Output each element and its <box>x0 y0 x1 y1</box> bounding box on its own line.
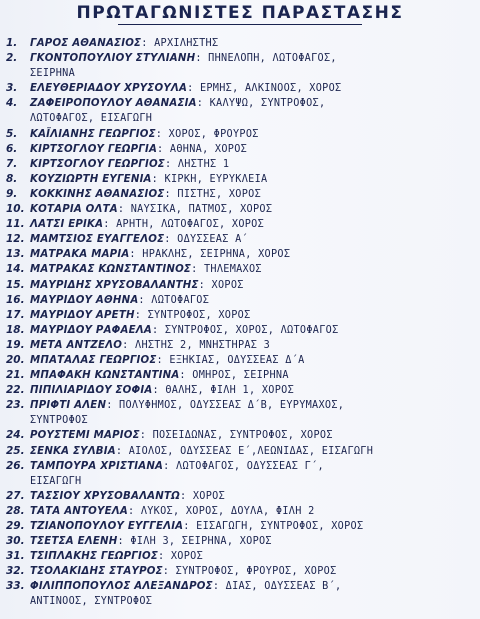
entry-line <box>30 504 315 519</box>
cast-entry <box>0 398 480 428</box>
actor-name: ΤΣΕΤΣΑ ΕΛΕΝΗ <box>30 536 118 548</box>
entry-number: 6. <box>6 142 18 155</box>
entry-number: 12. <box>6 233 25 246</box>
actor-roles: : ΠΟΛΥΦΗΜΟΣ, ΟΔΥΣΣΕΑΣ Δ΄Β, ΕΥΡΥΜΑΧΟΣ, <box>106 400 345 412</box>
entry-line <box>30 217 264 232</box>
actor-roles: : ΑΡΗΤΗ, ΛΩΤΟΦΑΓΟΣ, ΧΟΡΟΣ <box>103 219 265 231</box>
entry-number: 15. <box>6 278 25 291</box>
entry-number: 3. <box>6 82 18 95</box>
actor-name: ΜΑΤΡΑΚΑ ΜΑΡΙΑ <box>30 249 130 261</box>
cast-entry <box>0 534 480 549</box>
cast-entry <box>0 444 480 459</box>
actor-roles-continued: ΣΥΝΤΡΟΦΟΣ <box>30 415 88 427</box>
entry-number: 18. <box>6 323 25 336</box>
cast-entry <box>0 323 480 338</box>
entry-number: 5. <box>6 127 18 140</box>
actor-name: ΠΙΠΙΛΙΑΡΙΔΟΥ ΣΟΦΙΑ <box>30 385 153 397</box>
entry-line <box>30 444 373 459</box>
actor-name: ΕΛΕΥΘΕΡΙΑΔΟΥ ΧΡΥΣΟΥΛΑ <box>30 83 188 95</box>
actor-roles: : ΛΗΣΤΗΣ 1 <box>164 158 230 170</box>
entry-number: 17. <box>6 308 25 321</box>
cast-entry <box>0 459 480 489</box>
entry-line <box>30 127 259 142</box>
entry-line <box>30 96 325 111</box>
actor-name: ΤΣΙΠΛΑΚΗΣ ΓΕΩΡΓΙΟΣ <box>30 551 158 563</box>
entry-line <box>30 172 267 187</box>
actor-roles: : ΕΡΜΗΣ, ΑΛΚΙΝΟΟΣ, ΧΟΡΟΣ <box>187 83 342 95</box>
entry-line <box>30 51 337 66</box>
actor-roles: : ΑΘΗΝΑ, ΧΟΡΟΣ <box>157 143 248 155</box>
entry-line <box>30 489 225 504</box>
entry-line <box>30 202 272 217</box>
actor-name: ΜΠΑΤΑΛΑΣ ΓΕΩΡΓΙΟΣ <box>30 354 157 366</box>
actor-roles: : ΝΑΥΣΙΚΑ, ΠΑΤΜΟΣ, ΧΟΡΟΣ <box>117 204 273 216</box>
entry-line <box>30 459 324 474</box>
actor-roles: : ΤΗΛΕΜΑΧΟΣ <box>191 264 262 276</box>
actor-name: ΛΑΤΣΙ ΕΡΙΚΑ <box>30 219 104 231</box>
entry-line <box>30 247 290 262</box>
cast-entry <box>0 187 480 202</box>
entry-line <box>30 262 262 277</box>
entry-number: 21. <box>6 369 25 382</box>
entry-line <box>30 323 339 338</box>
entry-number: 26. <box>6 459 25 472</box>
actor-name: ΜΠΑΦΑΚΗ ΚΩΝΣΤΑΝΤΙΝΑ <box>30 370 180 382</box>
entry-line <box>30 338 270 353</box>
actor-roles: : ΕΙΣΑΓΩΓΗ, ΣΥΝΤΡΟΦΟΣ, ΧΟΡΟΣ <box>183 521 364 532</box>
cast-entry <box>0 519 480 534</box>
cast-entry <box>0 172 480 187</box>
cast-list <box>0 36 480 610</box>
entry-number: 33. <box>6 580 25 593</box>
actor-roles: : ΘΑΛΗΣ, ΦΙΛΗ 1, ΧΟΡΟΣ <box>152 385 295 397</box>
actor-roles-continued: ΑΝΤΙΝΟΟΣ, ΣΥΝΤΡΟΦΟΣ <box>30 596 153 608</box>
entry-number: 7. <box>6 157 18 170</box>
actor-name: ΖΑΦΕΙΡΟΠΟΥΛΟΥ ΑΘΑΝΑΣΙΑ <box>30 98 197 110</box>
actor-name: ΤΣΟΛΑΚΙΔΗΣ ΣΤΑΥΡΟΣ <box>30 566 163 578</box>
entry-line <box>30 278 244 293</box>
actor-roles: : ΣΥΝΤΡΟΦΟΣ, ΧΟΡΟΣ <box>134 309 251 321</box>
actor-roles: : ΠΟΣΕΙΔΩΝΑΣ, ΣΥΝΤΡΟΦΟΣ, ΧΟΡΟΣ <box>139 430 333 442</box>
cast-entry <box>0 308 480 323</box>
entry-line <box>30 368 289 383</box>
actor-roles: : ΠΗΝΕΛΟΠΗ, ΛΩΤΟΦΑΓΟΣ, <box>195 53 337 65</box>
entry-number: 24. <box>6 429 25 442</box>
actor-name: ΤΑΤΑ ΑΝΤΟΥΕΛΑ <box>30 505 128 517</box>
entry-number: 4. <box>6 97 18 110</box>
cast-entry <box>0 36 480 51</box>
entry-line <box>30 157 229 172</box>
actor-name: ΚΙΡΤΣΟΓΛΟΥ ΓΕΩΡΓΙΑ <box>30 143 158 155</box>
actor-name: ΜΑΥΡΙΔΟΥ ΑΘΗΝΑ <box>30 294 139 306</box>
actor-roles: : ΟΜΗΡΟΣ, ΣΕΙΡΗΝΑ <box>179 370 289 382</box>
entry-number: 27. <box>6 489 25 502</box>
actor-name: ΤΑΜΠΟΥΡΑ ΧΡΙΣΤΙΑΝΑ <box>30 460 164 472</box>
entry-number: 20. <box>6 353 25 366</box>
entry-line <box>30 81 341 96</box>
cast-entry <box>0 278 480 293</box>
entry-number: 9. <box>6 187 18 200</box>
entry-number: 22. <box>6 384 25 397</box>
cast-entry <box>0 489 480 504</box>
entry-line <box>30 36 218 51</box>
entry-line <box>30 308 251 323</box>
actor-name: ΚΟΚΚΙΝΗΣ ΑΘΑΝΑΣΙΟΣ <box>30 188 165 200</box>
actor-roles: : ΣΥΝΤΡΟΦΟΣ, ΧΟΡΟΣ, ΛΩΤΟΦΑΓΟΣ <box>151 324 339 336</box>
actor-name: ΜΑΥΡΙΔΟΥ ΑΡΕΤΗ <box>30 309 135 321</box>
cast-entry <box>0 202 480 217</box>
cast-entry <box>0 81 480 96</box>
actor-roles: : ΧΟΡΟΣ <box>180 490 226 502</box>
entry-number: 14. <box>6 263 25 276</box>
actor-roles: : ΗΡΑΚΛΗΣ, ΣΕΙΡΗΝΑ, ΧΟΡΟΣ <box>129 249 291 261</box>
actor-name: ΦΙΛΙΠΠΟΠΟΥΛΟΣ ΑΛΕΞΑΝΔΡΟΣ <box>30 581 213 593</box>
actor-roles: : ΧΟΡΟΣ <box>198 279 244 291</box>
cast-entry <box>0 368 480 383</box>
entry-number: 31. <box>6 550 25 563</box>
entry-number: 23. <box>6 399 25 412</box>
actor-roles: : ΦΙΛΗ 3, ΣΕΙΡΗΝΑ, ΧΟΡΟΣ <box>117 536 272 548</box>
entry-number: 19. <box>6 338 25 351</box>
cast-entry <box>0 51 480 81</box>
entry-line <box>30 398 344 413</box>
entry-number: 29. <box>6 520 25 532</box>
actor-name: ΣΕΝΚΑ ΣΥΛΒΙΑ <box>30 445 116 457</box>
title-underline <box>118 24 362 25</box>
entry-line <box>30 383 294 398</box>
actor-name: ΚΙΡΤΣΟΓΛΟΥ ΓΕΩΡΓΙΟΣ <box>30 158 165 170</box>
entry-line <box>30 549 203 564</box>
actor-name: ΤΑΣΣΙΟΥ ΧΡΥΣΟΒΑΛΑΝΤΩ <box>30 490 180 502</box>
cast-entry <box>0 157 480 172</box>
actor-roles: : ΧΟΡΟΣ <box>158 551 204 563</box>
actor-roles: : ΕΞΗΚΙΑΣ, ΟΔΥΣΣΕΑΣ Δ΄Α <box>156 354 305 366</box>
cast-entry <box>0 262 480 277</box>
entry-line <box>30 353 305 368</box>
actor-roles: : ΧΟΡΟΣ, ΦΡΟΥΡΟΣ <box>155 128 259 140</box>
actor-roles: : ΛΩΤΟΦΑΓΟΣ <box>138 294 210 306</box>
actor-roles-continued: ΕΙΣΑΓΩΓΗ <box>30 475 82 487</box>
cast-entry <box>0 504 480 519</box>
entry-number: 13. <box>6 248 25 261</box>
actor-roles: : ΔΙΑΣ, ΟΔΥΣΣΕΑΣ Β΄, <box>212 581 342 593</box>
entry-number: 10. <box>6 203 25 216</box>
actor-name: ΓΚΟΝΤΟΠΟΥΛΙΟΥ ΣΤΥΛΙΑΝΗ <box>30 53 196 65</box>
cast-entry <box>0 549 480 564</box>
entry-number: 11. <box>6 218 25 231</box>
cast-entry <box>0 217 480 232</box>
cast-entry <box>0 428 480 443</box>
entry-line <box>30 579 341 594</box>
actor-name: ΚΟΥΖΙΩΡΤΗ ΕΥΓΕΝΙΑ <box>30 173 152 185</box>
actor-roles: : ΣΥΝΤΡΟΦΟΣ, ΦΡΟΥΡΟΣ, ΧΟΡΟΣ <box>162 566 337 578</box>
entry-line <box>30 564 337 579</box>
cast-entry <box>0 247 480 262</box>
entry-number: 30. <box>6 535 25 548</box>
entry-line <box>30 519 363 534</box>
actor-roles: : ΛΗΣΤΗΣ 2, ΜΝΗΣΤΗΡΑΣ 3 <box>122 339 271 351</box>
cast-entry <box>0 564 480 579</box>
cast-entry <box>0 142 480 157</box>
entry-number: 2. <box>6 52 18 65</box>
entry-line <box>30 428 333 443</box>
actor-name: ΚΑΪΛΙΑΝΗΣ ΓΕΩΡΓΙΟΣ <box>30 128 156 140</box>
entry-number: 1. <box>6 37 18 49</box>
entry-line <box>30 534 272 549</box>
actor-name: ΜΑΥΡΙΔΗΣ ΧΡΥΣΟΒΑΛΑΝΤΗΣ <box>30 279 199 291</box>
actor-name: ΠΡΙΦΤΙ ΑΛΕΝ <box>30 400 107 412</box>
actor-roles: : ΑΙΟΛΟΣ, ΟΔΥΣΣΕΑΣ Ε΄,ΛΕΩΝΙΔΑΣ, ΕΙΣΑΓΩΓΗ <box>115 445 374 457</box>
entry-number: 28. <box>6 504 25 517</box>
actor-roles: : ΛΩΤΟΦΑΓΟΣ, ΟΔΥΣΣΕΑΣ Γ΄, <box>163 460 324 472</box>
actor-roles: : ΟΔΥΣΣΕΑΣ Α΄ <box>164 234 248 246</box>
actor-name: ΚΟΤΑΡΙΑ ΟΛΤΑ <box>30 204 118 216</box>
entry-number: 25. <box>6 444 25 457</box>
cast-entry <box>0 293 480 308</box>
page-title: ΠΡΩΤΑΓΩΝΙΣΤΕΣ ΠΑΡΑΣΤΑΣΗΣ <box>76 3 404 23</box>
entry-line <box>30 187 261 202</box>
actor-name: ΓΑΡΟΣ ΑΘΑΝΑΣΙΟΣ <box>30 38 142 49</box>
cast-entry <box>0 338 480 353</box>
actor-roles-continued: ΛΩΤΟΦΑΓΟΣ, ΕΙΣΑΓΩΓΗ <box>30 113 153 125</box>
actor-name: ΜΑΤΡΑΚΑΣ ΚΩΝΣΤΑΝΤΙΝΟΣ <box>30 264 192 276</box>
actor-roles-continued: ΣΕΙΡΗΝΑ <box>30 68 76 80</box>
actor-name: ΜΕΤΑ ΑΝΤΖΕΛΟ <box>30 339 123 351</box>
cast-entry <box>0 383 480 398</box>
actor-roles: : ΚΑΛΥΨΩ, ΣΥΝΤΡΟΦΟΣ, <box>196 98 326 110</box>
entry-number: 16. <box>6 293 25 306</box>
entry-number: 8. <box>6 172 18 185</box>
cast-entry <box>0 579 480 609</box>
entry-line <box>30 232 248 247</box>
cast-entry <box>0 353 480 368</box>
actor-roles: : ΛΥΚΟΣ, ΧΟΡΟΣ, ΔΟΥΛΑ, ΦΙΛΗ 2 <box>127 505 315 517</box>
actor-name: ΜΑΥΡΙΔΟΥ ΡΑΦΑΕΛΑ <box>30 324 152 336</box>
actor-roles: : ΚΙΡΚΗ, ΕΥΡΥΚΛΕΙΑ <box>151 173 268 185</box>
cast-entry <box>0 96 480 126</box>
entry-line <box>30 142 247 157</box>
actor-name: ΜΑΜΤΣΙΟΣ ΕΥΑΓΓΕΛΟΣ <box>30 234 165 246</box>
actor-roles: : ΑΡΧΙΛΗΣΤΗΣ <box>141 38 219 49</box>
actor-name: ΤΖΙΑΝΟΠΟΥΛΟΥ ΕΥΓΓΕΛΙΑ <box>30 521 184 532</box>
actor-roles: : ΠΙΣΤΗΣ, ΧΟΡΟΣ <box>164 188 262 200</box>
cast-entry <box>0 232 480 247</box>
cast-entry <box>0 127 480 142</box>
entry-number: 32. <box>6 565 25 578</box>
actor-name: ΡΟΥΣΤΕΜΙ ΜΑΡΙΟΣ <box>30 430 140 442</box>
entry-line <box>30 293 209 308</box>
